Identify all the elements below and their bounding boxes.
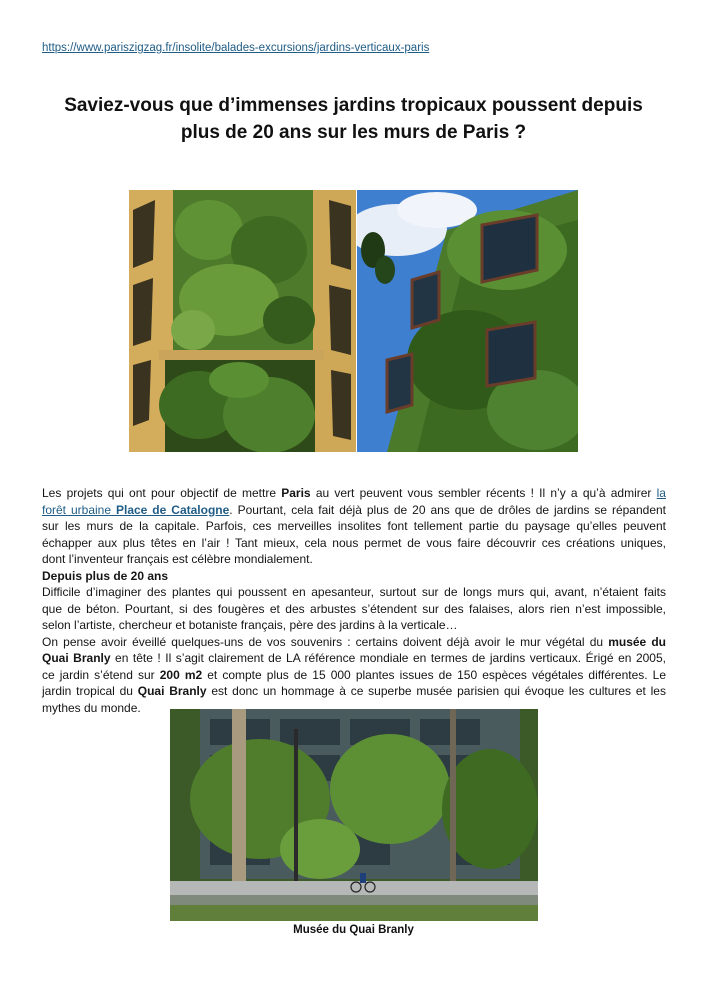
- para3-text: est donc un hommage à ce superbe musée parisien qui évoque les cultures et les: [206, 684, 666, 698]
- intro-text: . Pourtant, cela fait déjà plus de 20 ans que de drôles de jardins se répandent: [229, 502, 667, 517]
- intro-line-4: échapper aux plus têtes en l’air ! Tant mieux, cela nous permet de vous faire découvrir ces créations uniques,: [42, 535, 666, 550]
- facade-garden-photo: [357, 190, 578, 452]
- section-heading-text: Depuis plus de 20 ans: [42, 568, 169, 583]
- para3-line-4: [42, 683, 666, 700]
- intro-line-5: dont l’inventeur français est célèbre mondialement.: [42, 552, 313, 566]
- para2-line-3: selon l’artiste, chercheur et botaniste français, père des jardins à la verticale…: [42, 618, 458, 632]
- musee-bold: musée du: [608, 634, 666, 649]
- para2-line-2: que de béton. Pourtant, si des fougères et des arbustes s’étendent sur des falaises, alors rien n’est impossible,: [42, 601, 666, 616]
- intro-line-3: sur les murs de la capitale. Parfois, ces merveilles insolites font tellement partie du paysage qu’elles peuvent: [42, 519, 666, 533]
- para3-text: en tête ! Il s’agit clairement de LA référence mondiale en termes de jardins verticaux. Érigé en 2005,: [110, 651, 666, 665]
- intro-text: Les projets qui ont pour objectif de mettre: [42, 486, 282, 500]
- para3-text: jardin tropical du: [42, 684, 138, 698]
- title-line-1: Saviez-vous que d’immenses jardins tropicaux poussent depuis: [64, 95, 643, 116]
- intro-line-1: [42, 485, 666, 502]
- para2-line-1: Difficile d’imaginer des plantes qui poussent en apesanteur, surtout sur de longs murs qui, avant, n’étaient faits: [42, 585, 666, 599]
- para3-line-2: [42, 650, 666, 667]
- intro-paris-bold: Paris: [281, 486, 311, 500]
- intro-paragraph: [42, 485, 666, 716]
- foret-urbaine-link[interactable]: la: [656, 486, 666, 500]
- source-url-link[interactable]: https://www.pariszigzag.fr/insolite/balades-excursions/jardins-verticaux-paris: [42, 42, 430, 54]
- para3-line-1: [42, 634, 666, 651]
- place-de-catalogne-text: Place de Catalogne: [115, 502, 230, 517]
- quai-branly-bold: Quai Branly: [42, 651, 111, 665]
- area-bold: 200 m2: [159, 667, 203, 682]
- foret-urbaine-link-cont[interactable]: forêt urbaine: [42, 502, 116, 517]
- place-de-catalogne-link[interactable]: [116, 503, 229, 517]
- para3-text: On pense avoir éveillé quelques-uns de vos souvenirs : certains doivent déjà avoir le mur végétal du: [42, 634, 609, 649]
- quai-branly-bold: Quai Branly: [137, 684, 207, 698]
- title-line-2: plus de 20 ans sur les murs de Paris ?: [180, 122, 527, 143]
- section-heading: [42, 568, 666, 585]
- para3-line-3: [42, 667, 666, 684]
- para3-line-5: mythes du monde.: [42, 700, 141, 715]
- para3-text: et compte plus de 15 000 plantes issues de 150 espèces végétales différentes. Le: [202, 667, 667, 682]
- intro-text: au vert peuvent vous sembler récents ! Il n’y a qu’à admirer: [310, 486, 657, 500]
- photo-caption: Musée du Quai Branly: [293, 924, 414, 936]
- article-title: [30, 92, 677, 146]
- intro-line-2: [42, 502, 666, 519]
- quai-branly-photo: [170, 709, 538, 921]
- courtyard-garden-photo: [129, 190, 356, 452]
- para3-text: ce jardin s’étend sur: [42, 667, 160, 682]
